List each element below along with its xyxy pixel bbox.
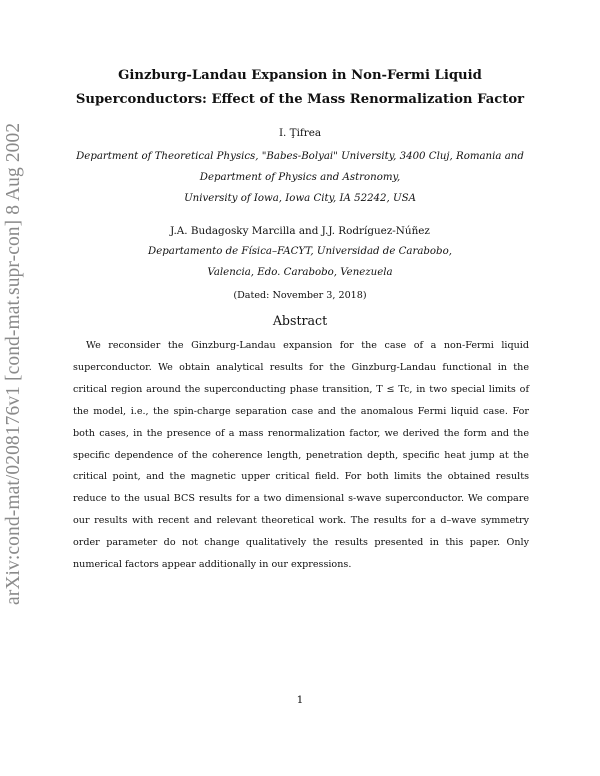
- page-number: 1: [296, 694, 304, 706]
- arxiv-identifier-stamp[interactable]: arXiv:cond-mat/0208176v1 [cond-mat.supr-con] 8 Aug 2002: [3, 122, 24, 605]
- paper-title: Ginzburg-Landau Expansion in Non-Fermi Liquid Superconductors: Effect of the Mass Renormalization Factor: [75, 68, 525, 107]
- dated-line: (Dated: November 3, 2018): [233, 290, 367, 301]
- abstract-paragraph: We reconsider the Ginzburg-Landau expansion for the case of a non-Fermi liquid superconductor. We obtain analytical results for the Ginzburg-Landau functional in the critical region around the superconducting phase transition, T ≤ Tc, in two special limits of the model, i.e., the spin-charge separation case and the anomalous Fermi liquid case. For both cases, in the presence of a mass renormalization factor, we derived the form and the specific dependence of the coherence length, penetration depth, specific heat jump at the critical point, and the magnetic upper critical field. For both limits the obtained results reduce to the usual BCS results for a two dimensional s-wave superconductor. We compare our results with recent and relevant theoretical work. The results for a d–wave symmetry order parameter do not change qualitatively the results presented in this paper. Only numerical factors appear additionally in our expressions.: [73, 340, 529, 571]
- abstract-heading: Abstract: [272, 313, 328, 328]
- affiliation-2-line-2: Valencia, Edo. Carabobo, Venezuela: [207, 267, 393, 278]
- abstract-body: [73, 335, 529, 576]
- author-line-1: I. Ţifrea: [278, 127, 322, 139]
- affiliation-1-line-3: University of Iowa, Iowa City, IA 52242, USA: [184, 193, 416, 204]
- affiliation-1-line-2: Department of Physics and Astronomy,: [199, 172, 401, 183]
- affiliation-2-line-1: Departamento de Física–FACYT, Universidad de Carabobo,: [148, 246, 452, 257]
- author-line-2: J.A. Budagosky Marcilla and J.J. Rodríguez-Núñez: [170, 225, 430, 237]
- affiliation-1-line-1: Department of Theoretical Physics, "Babes-Bolyai" University, 3400 Cluj, Romania and: [76, 151, 524, 162]
